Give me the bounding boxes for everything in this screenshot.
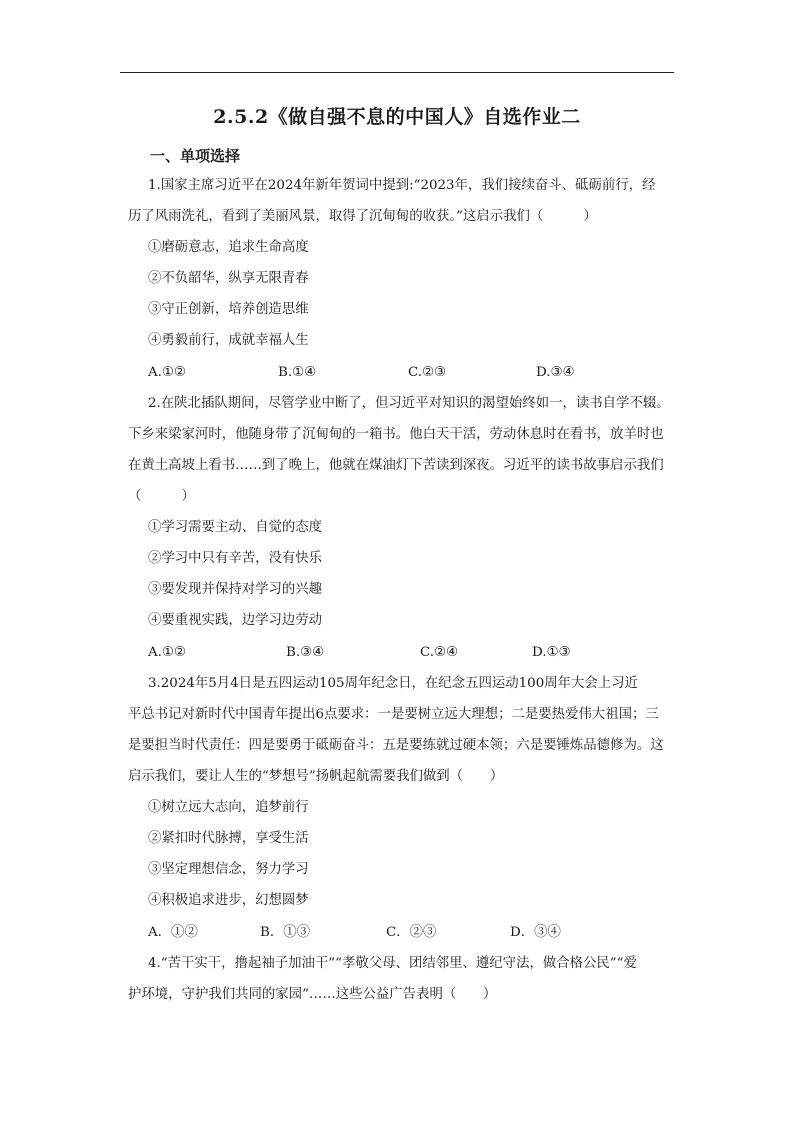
q4-stem-line-2: 护环境，守护我们共同的家园”……这些公益广告表明（ ） <box>128 987 497 1002</box>
q3-choice-a[interactable]: A．①② <box>148 925 198 940</box>
q2-choice-d[interactable]: D.①③ <box>532 645 571 660</box>
q1-option-3: ③守正创新，培养创造思维 <box>148 302 309 317</box>
q3-option-4: ④积极追求进步，幻想圆梦 <box>148 893 309 908</box>
q1-choice-c[interactable]: C.②③ <box>408 365 447 380</box>
q3-stem-line-2: 平总书记对新时代中国青年提出6点要求：一是要树立远大理想；二是要热爱伟大祖国；三 <box>128 707 659 722</box>
q2-stem-line-3: 在黄土高坡上看书……到了晚上，他就在煤油灯下苦读到深夜。习近平的读书故事启示我们 <box>128 458 664 473</box>
q3-option-3: ③坚定理想信念，努力学习 <box>148 862 309 877</box>
q2-option-2: ②学习中只有辛苦，没有快乐 <box>148 551 323 566</box>
q3-stem-line-3: 是要担当时代责任：四是要勇于砥砺奋斗：五是要练就过硬本领；六是要锤炼品德修为。这 <box>128 738 664 753</box>
section-heading: 一、单项选择 <box>150 147 241 165</box>
q3-stem-line-1: 3.2024年5月4日是五四运动105周年纪念日，在纪念五四运动100周年大会上习近 <box>148 676 638 691</box>
q2-stem-line-1: 2.在陕北插队期间，尽管学业中断了，但习近平对知识的渴望始终如一，读书自学不辍。 <box>148 396 670 411</box>
q4-stem-line-1: 4.“苦干实干，撸起袖子加油干”“孝敬父母、团结邻里、遵纪守法，做合格公民”“爱 <box>148 956 637 971</box>
q3-choice-d[interactable]: D．③④ <box>510 925 561 940</box>
q3-choices <box>148 924 628 942</box>
q2-stem-line-4: （ ） <box>128 489 195 504</box>
q2-choice-a[interactable]: A.①② <box>148 645 186 660</box>
page-title: 2.5.2《做自强不息的中国人》自选作业二 <box>213 106 581 128</box>
q1-option-4: ④勇毅前行，成就幸福人生 <box>148 333 309 348</box>
q2-option-4: ④要重视实践，边学习边劳动 <box>148 613 323 628</box>
q2-option-3: ③要发现并保持对学习的兴趣 <box>148 582 323 597</box>
q1-choice-d[interactable]: D.③④ <box>536 365 575 380</box>
q2-stem-line-2: 下乡来梁家河时，他随身带了沉甸甸的一箱书。他白天干活，劳动休息时在看书，放羊时也 <box>128 427 664 442</box>
q1-choice-a[interactable]: A.①② <box>148 365 186 380</box>
q3-option-2: ②紧扣时代脉搏，享受生活 <box>148 831 309 846</box>
q1-stem-line-2: 历了风雨洗礼，看到了美丽风景，取得了沉甸甸的收获。”这启示我们（ ） <box>128 209 597 224</box>
q3-choice-b[interactable]: B．①③ <box>260 925 311 940</box>
q1-option-2: ②不负韶华，纵享无限青春 <box>148 271 309 286</box>
q2-choices <box>148 644 628 662</box>
q3-stem-line-4: 启示我们，要让人生的“梦想号”扬帆起航需要我们做到（ ） <box>128 769 504 784</box>
q3-choice-c[interactable]: C．②③ <box>386 925 437 940</box>
q2-option-1: ①学习需要主动、自觉的态度 <box>148 520 323 535</box>
q1-option-1: ①磨砺意志，追求生命高度 <box>148 240 309 255</box>
q1-stem-line-1: 1.国家主席习近平在2024年新年贺词中提到:“2023年，我们接续奋斗、砥砺前行，经 <box>148 178 656 193</box>
q2-choice-b[interactable]: B.③④ <box>286 645 325 660</box>
q1-choices <box>148 364 628 382</box>
q3-option-1: ①树立远大志向，追梦前行 <box>148 800 309 815</box>
header-rule <box>120 72 674 73</box>
q2-choice-c[interactable]: C.②④ <box>420 645 459 660</box>
q1-choice-b[interactable]: B.①④ <box>278 365 317 380</box>
